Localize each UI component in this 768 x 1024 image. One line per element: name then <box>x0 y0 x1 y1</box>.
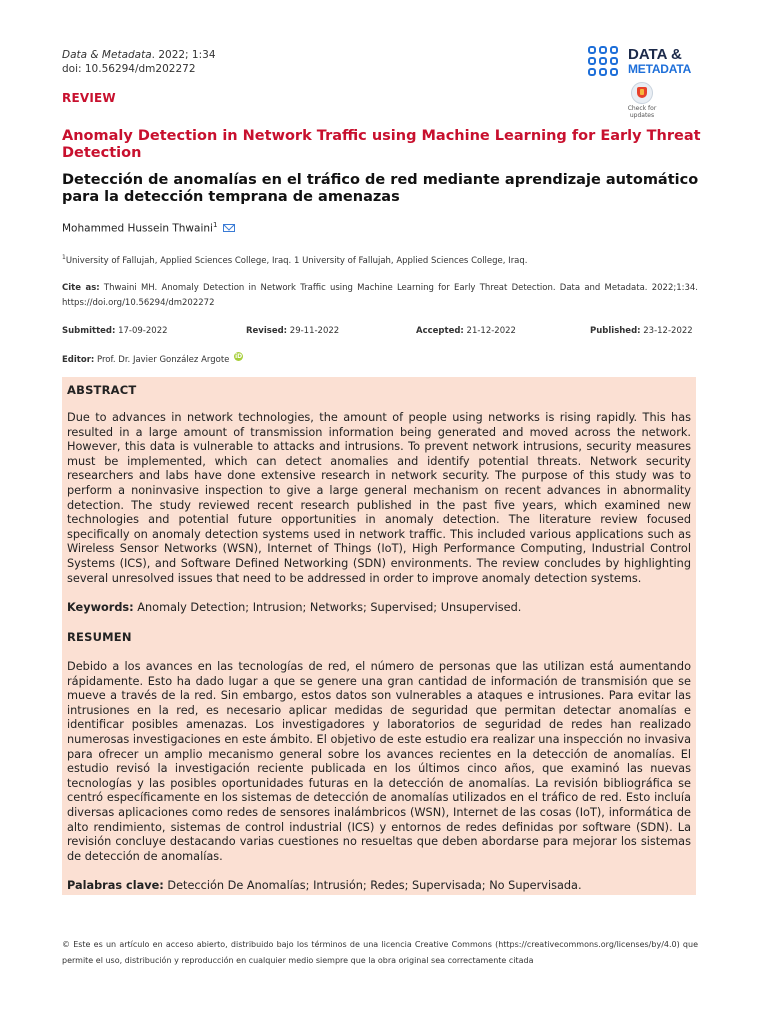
cite-label: Cite as: <box>62 283 100 293</box>
abstract-keywords <box>67 601 691 615</box>
journal-info <box>62 48 216 76</box>
date-revised: Revised: 29-11-2022 <box>246 326 340 336</box>
editor-label: Editor: <box>62 355 95 365</box>
title-spanish: Detección de anomalías en el tráfico de red mediante aprendizaje automático para la detección temprana de amenazas <box>62 172 699 205</box>
palabras-clave-label: Palabras clave: <box>67 879 164 892</box>
article-type: REVIEW <box>62 91 116 105</box>
affiliation-text: University of Fallujah, Applied Sciences College, Iraq. 1 University of Fallujah, Applied Sciences College, Iraq. <box>65 255 528 266</box>
keywords-text: Anomaly Detection; Intrusion; Networks; Supervised; Unsupervised. <box>133 601 522 614</box>
resumen-text: Debido a los avances en las tecnologías de red, el número de personas que las utilizan está aumentando rápidamente. Esto ha dado lugar a que se genere una gran cantidad de información de transmisión que se mueve a través de la red. Sin embargo, estos datos son vulnerables a ataques e intrusiones. Para evitar las intrusiones en la red, es necesario aplicar medidas de seguridad que permitan detectar anomalías e identificar posibles amenazas. Los investigadores y laboratorios de seguridad de redes han realizado numerosas investigaciones en este ámbito. El objetivo de este estudio era realizar una inspección no invasiva para ofrecer un amplio mecanismo general sobre los avances recientes en la detección de anomalías. El estudio revisó la investigación reciente publicada en los últimos cinco años, que examinó las nuevas tecnologías y las posibles oportunidades futuras en la detección de anomalías. La revisión bibliográfica se centró específicamente en los sistemas de detección de anomalías utilizados en el tráfico de red. Esto incluía diversas aplicaciones como redes de sensores inalámbricos (WSN), Internet de las cosas (IoT), informática de alto rendimiento, sistemas de control industrial (ICS) y entornos de redes definidas por software (SDN). La revisión concluye destacando varias cuestiones no resueltas que deben abordarse para mejorar los sistemas de detección de anomalías. <box>67 660 691 863</box>
journal-doi: doi: 10.56294/dm202272 <box>62 63 196 75</box>
date-submitted: Submitted: 17-09-2022 <box>62 326 168 336</box>
email-icon[interactable] <box>223 224 235 232</box>
journal-issue: . 2022; 1:34 <box>151 49 216 61</box>
resumen-heading: RESUMEN <box>67 630 132 644</box>
title-english: Anomaly Detection in Network Traffic using Machine Learning for Early Threat Detection <box>62 128 701 161</box>
date-accepted: Accepted: 21-12-2022 <box>416 326 516 336</box>
abstract-heading: ABSTRACT <box>67 383 137 397</box>
affiliation <box>62 254 528 266</box>
cite-text: Thwaini MH. Anomaly Detection in Network Traffic using Machine Learning for Early Threat Detection. Data and Metadata. 2022;1:34. https://doi.org/10.56294/dm202272 <box>62 283 699 308</box>
abstract-text: Due to advances in network technologies, the amount of people using networks is rising rapidly. This has resulted in a large amount of transmission information being generated and moved across the network. However, this data is vulnerable to attacks and intrusions. To prevent network intrusions, security measures must be implemented, which can detect anomalies and identify potential threats. Network security researchers and labs have done extensive research in network security. The purpose of this study was to perform a noninvasive inspection to give a large general mechanism on recent advances in abnormality detection. The study reviewed recent research published in the past five years, which examined new technologies and potential future opportunities in anomaly detection. The literature review focused specifically on anomaly detection systems used in network traffic. This included various applications such as Wireless Sensor Networks (WSN), Internet of Things (IoT), High Performance Computing, Industrial Control Systems (ICS), and Software Defined Networking (SDN) environments. The review concludes by highlighting several unresolved issues that need to be addressed in order to improve anomaly detection systems. <box>67 411 691 585</box>
resumen-keywords <box>67 879 691 893</box>
bookmark-icon <box>631 82 653 104</box>
author-line <box>62 221 235 235</box>
license-footer: © Este es un artículo en acceso abierto, distribuido bajo los términos de una licencia Creative Commons (https://creativecommons.org/licenses/by/4.0) que permite el uso, distribución y reproducción en cualquier medio siempre que la obra original sea correctamente citada <box>62 940 698 965</box>
journal-logo <box>588 46 708 80</box>
citation <box>62 281 698 311</box>
check-line2: updates <box>629 112 655 119</box>
abstract-box <box>62 377 696 895</box>
author-sup: 1 <box>212 221 218 229</box>
author-name: Mohammed Hussein Thwaini <box>62 222 213 235</box>
logo-line2: METADATA <box>628 62 692 76</box>
logo-grid-icon <box>588 46 622 78</box>
check-for-updates-badge[interactable] <box>626 82 658 119</box>
editor-name: Prof. Dr. Javier González Argote <box>94 355 230 365</box>
journal-name: Data & Metadata <box>62 49 152 61</box>
keywords-label: Keywords: <box>67 601 134 614</box>
date-published: Published: 23-12-2022 <box>590 326 693 336</box>
affiliation-sup: 1 <box>62 254 66 261</box>
check-line1: Check for <box>627 105 657 112</box>
palabras-clave-text: Detección De Anomalías; Intrusión; Redes; Supervisada; No Supervisada. <box>163 879 582 892</box>
logo-line1: DATA & <box>628 46 682 63</box>
editor-line <box>62 355 243 365</box>
orcid-icon[interactable]: iD <box>235 353 243 360</box>
